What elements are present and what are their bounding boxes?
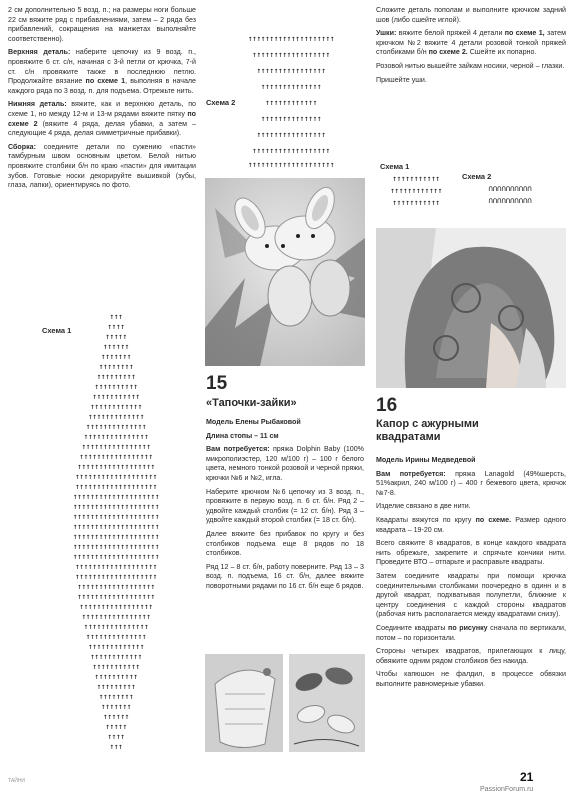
item-15-materials: Вам потребуется: пряжа Dolphin Baby (100% микрополиэстер, 120 м/100 г) – 100 г белого цвета, немного тонкой розовой и черной пряжи, крючки №6 и №2, игла. — [206, 445, 364, 482]
schema-2-diagram: ↑↑↑↑↑↑↑↑↑↑↑↑↑↑↑↑↑↑↑↑ ↑↑↑↑↑↑↑↑↑↑↑↑↑↑↑↑↑↑ ↑↑↑↑↑↑↑↑↑↑↑↑↑↑↑↑ ↑↑↑↑↑↑↑↑↑↑↑↑↑↑ ↑↑↑↑↑↑↑↑↑↑↑↑ ↑↑↑↑↑↑↑↑↑↑↑↑↑↑ ↑↑↑↑↑↑↑↑↑↑↑↑↑↑↑↑ ↑↑↑↑↑↑↑↑↑↑↑↑↑↑↑↑↑↑ ↑↑↑↑↑↑↑↑↑↑↑↑↑↑↑↑↑↑↑↑ — [247, 34, 335, 169]
item-16-materials: Вам потребуется: пряжа Lanagold (49%шерсть, 51%акрил, 240 м/100 г) – 400 г бежевого цвета, крючок №7-8. — [376, 469, 566, 497]
item-16-author: Модель Ирины Медведевой — [376, 456, 476, 464]
item-15-text — [206, 418, 364, 596]
item-16-number: 16 — [376, 395, 398, 416]
paragraph: Стороны четырех квадратов, прилегающих к лицу, обвяжите одним рядом столбиков без накида. — [376, 647, 566, 665]
photo-hood — [376, 228, 566, 388]
paragraph: Ряд 12 – 8 ст. б/н, работу поверните. Ряд 13 – 3 возд. п. подъема, 16 ст. б/н, далее вяжите поворотными рядами по 16 ст. б/н еще 6 рядов. — [206, 562, 364, 590]
paragraph: Розовой нитью вышейте зайкам носики, черной – глазки. — [376, 61, 565, 70]
ear-schema-1-diagram: ↑↑↑↑↑↑↑↑↑↑↑ ↑↑↑↑↑↑↑↑↑↑↑↑ ↑↑↑↑↑↑↑↑↑↑↑ — [390, 174, 442, 207]
page-number: 21 — [520, 770, 534, 784]
column-1-text — [8, 6, 196, 195]
photo-bunny-slippers — [205, 178, 365, 366]
item-15-length: Длина стопы – 11 см — [206, 431, 279, 440]
paragraph: Чтобы капюшон не фалдил, в процессе обвязки выполните равномерные убавки. — [376, 670, 566, 688]
lower-part-paragraph: Нижняя деталь: вяжите, как и верхнюю деталь, по схеме 1, но между 12-м и 13-м рядами вяжите пятку по схеме 2 (вяжите 4 ряда, делая убавки, а затем – следующие 4 ряда, делая симметричные прибавки). — [8, 100, 196, 138]
paragraph: Наберите крючком №6 цепочку из 3 возд. п., провяжите в первую возд. п. 6 ст. б/н. Ряд 2 – удвойте каждый столбик (= 12 ст. б/н). Ряд 3 – удвойте каждый второй столбик (= 18 ст. б/н). — [206, 487, 364, 525]
site-watermark: PassionForum.ru — [480, 786, 534, 793]
paragraph: Квадраты вяжутся по кругу по схеме. Размер одного квадрата – 19-20 см. — [376, 515, 566, 534]
ear-schema-2-label: Схема 2 — [462, 172, 492, 181]
paragraph: Всего свяжите 8 квадратов, в конце каждого квадрата нить обрежьте, закрепите и спрячьте кончики нити. Проведите ВТО – отпарьте и расправьте квадраты. — [376, 539, 566, 567]
upper-part-paragraph: Верхняя деталь: наберите цепочку из 9 возд. п., провяжите 6 ст. с/н, начиная с 3-й петли от крючка, 7-й ст. с/н провяжите также в последнюю петлю. Продолжайте вязание по схеме 1, выполняя в начале каждого ряда по 3 возд. п. для подъема. Отрежьте нить. — [8, 48, 196, 95]
paragraph: Соедините квадраты по рисунку сначала по вертикали, потом – по горизонтали. — [376, 623, 566, 642]
footer-left-mark: ТАЙНИ — [8, 778, 26, 784]
photo-slipper-detail — [205, 654, 283, 752]
item-16-title: Капор с ажурными квадратами — [376, 418, 479, 443]
paragraph: 2 см дополнительно 5 возд. п.; на размеры ноги больше 22 см вяжите ряд с прибавлениями, затем – 2 ряда без прибавлений, сокращения на манжетах выполняйте соответственно). — [8, 6, 196, 43]
paragraph: Далее вяжите без прибавок по кругу и без столбиков подъема еще 8 рядов по 18 столбиков. — [206, 529, 364, 558]
ears-paragraph: Ушки: вяжите белой пряжей 4 детали по схеме 1, затем крючком №2 вяжите 4 детали розовой тонкой пряжей столбиками б/н по схеме 2. Сшейте их попарно. — [376, 29, 566, 57]
item-16-text — [376, 456, 566, 693]
item-15-author: Модель Елены Рыбаковой — [206, 418, 301, 426]
paragraph: Затем соедините квадраты при помощи крючка соединительными столбиками поочередно в одинн и в другой квадрат, подхватывая полупетли, ближние к центру соединения с каждой стороны квадратов (рабочая нить располагается между квадратами снизу). — [376, 571, 566, 619]
photo-ears-detail — [289, 654, 365, 752]
item-15-number: 15 — [206, 373, 228, 394]
schema-1-diagram: ↑↑↑ ↑↑↑↑ ↑↑↑↑↑ ↑↑↑↑↑↑ ↑↑↑↑↑↑↑ ↑↑↑↑↑↑↑↑ ↑↑↑↑↑↑↑↑↑ ↑↑↑↑↑↑↑↑↑↑ ↑↑↑↑↑↑↑↑↑↑↑ ↑↑↑↑↑↑↑↑↑↑↑↑ ↑↑↑↑↑↑↑↑↑↑↑↑↑ ↑↑↑↑↑↑↑↑↑↑↑↑↑↑ ↑↑↑↑↑↑↑↑↑↑↑↑↑↑↑ ↑↑↑↑↑↑↑↑↑↑↑↑↑↑↑↑ ↑↑↑↑↑↑↑↑↑↑↑↑↑↑↑↑↑ ↑↑↑↑↑↑↑↑↑↑↑↑↑↑↑↑↑↑ ↑↑↑↑↑↑↑↑↑↑↑↑↑↑↑↑↑↑↑ ↑↑↑↑↑↑↑↑↑↑↑↑↑↑↑↑↑↑↑ ↑↑↑↑↑↑↑↑↑↑↑↑↑↑↑↑↑↑↑↑ ↑↑↑↑↑↑↑↑↑↑↑↑↑↑↑↑↑↑↑↑ ↑↑↑↑↑↑↑↑↑↑↑↑↑↑↑↑↑↑↑↑ ↑↑↑↑↑↑↑↑↑↑↑↑↑↑↑↑↑↑↑↑ ↑↑↑↑↑↑↑↑↑↑↑↑↑↑↑↑↑↑↑↑ ↑↑↑↑↑↑↑↑↑↑↑↑↑↑↑↑↑↑↑↑ ↑↑↑↑↑↑↑↑↑↑↑↑↑↑↑↑↑↑↑↑ ↑↑↑↑↑↑↑↑↑↑↑↑↑↑↑↑↑↑↑ ↑↑↑↑↑↑↑↑↑↑↑↑↑↑↑↑↑↑↑ ↑↑↑↑↑↑↑↑↑↑↑↑↑↑↑↑↑↑ ↑↑↑↑↑↑↑↑↑↑↑↑↑↑↑↑↑↑ ↑↑↑↑↑↑↑↑↑↑↑↑↑↑↑↑↑ ↑↑↑↑↑↑↑↑↑↑↑↑↑↑↑↑ ↑↑↑↑↑↑↑↑↑↑↑↑↑↑↑ ↑↑↑↑↑↑↑↑↑↑↑↑↑↑ ↑↑↑↑↑↑↑↑↑↑↑↑↑ ↑↑↑↑↑↑↑↑↑↑↑↑ ↑↑↑↑↑↑↑↑↑↑↑ ↑↑↑↑↑↑↑↑↑↑ ↑↑↑↑↑↑↑↑↑ ↑↑↑↑↑↑↑↑ ↑↑↑↑↑↑↑ ↑↑↑↑↑↑ ↑↑↑↑↑ ↑↑↑↑ ↑↑↑ — [72, 312, 160, 751]
assembly-paragraph: Сборка: соедините детали по сужению «пасти» тамбурным швом основным цветом. Белой нитью провяжите столбики б/н по краю «пасти» для имитации зубов. Готовые носки декорируйте вышивкой (зубы, глаза, лапки), ориентируясь по фото. — [8, 142, 196, 190]
ear-schema-2-diagram: ∩∩∩∩∩∩∩∩∩∩ ∩∩∩∩∩∩∩∩∩∩ — [488, 184, 532, 205]
paragraph: Сложите деталь пополам и выполните крючком задний шов (либо сшейте иглой). — [376, 6, 566, 24]
schema-1-label: Схема 1 — [42, 326, 72, 335]
paragraph: Пришейте уши. — [376, 75, 427, 84]
item-15-title: «Тапочки-зайки» — [206, 397, 297, 409]
paragraph: Изделие связано в две нити. — [376, 502, 471, 511]
column-3-text — [376, 6, 566, 89]
schema-2-label: Схема 2 — [206, 98, 236, 107]
ear-schema-1-label: Схема 1 — [380, 162, 410, 171]
